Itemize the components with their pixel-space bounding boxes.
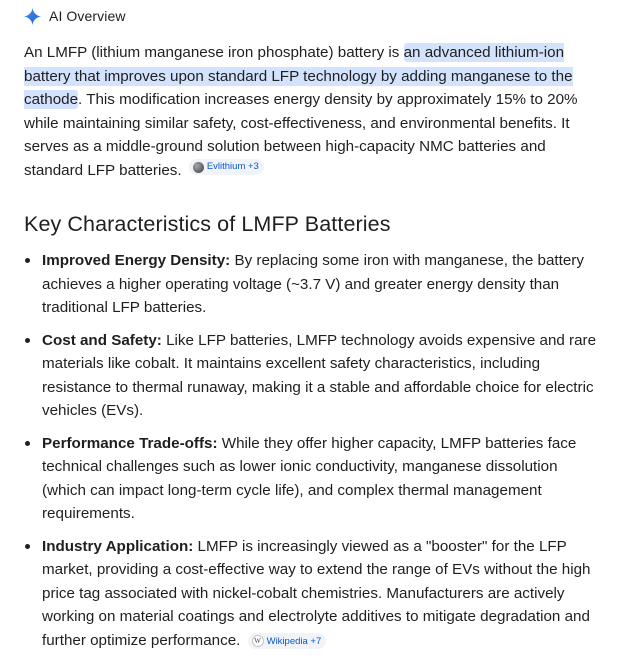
list-item — [24, 329, 604, 423]
item-text: By replacing some iron with manganese, the battery achieves a higher operating voltage (~3.7 V) and greater energy density than traditional LFP batteries. — [42, 252, 584, 316]
item-title: Cost and Safety: — [42, 331, 162, 349]
list-item — [24, 432, 604, 526]
intro-highlight[interactable]: an advanced lithium-ion battery that improves upon standard LFP technology by adding manganese to the cathode — [24, 44, 573, 108]
sparkle-icon — [24, 8, 41, 25]
item-title: Improved Energy Density: — [42, 252, 231, 269]
intro-paragraph — [24, 41, 604, 182]
item-text: While they offer higher capacity, LMFP batteries face technical challenges such as lower ionic conductivity, manganese dissolution (which can impact long-term cycle life), and complex thermal management requirements. — [42, 434, 577, 522]
source-chip-label: Evlithium +3 — [206, 161, 259, 173]
source-chip-wikipedia[interactable] — [248, 633, 327, 649]
intro-prefix: An LMFP (lithium manganese iron phosphate) battery is — [24, 44, 404, 61]
item-text: LMFP is increasingly viewed as a "booster" for the LFP market, providing a cost-effective way to extend the range of EVs without the high price tag associated with nickel-cobalt chemistries. Manufacturers are actively working on material coatings and electrolyte additives to mitigate degradation and further optimize performance. — [42, 537, 591, 649]
ai-overview-panel — [24, 0, 604, 661]
section-heading: Key Characteristics of LMFP Batteries — [24, 212, 391, 236]
wikipedia-icon: W — [252, 635, 264, 647]
item-text: Like LFP batteries, LMFP technology avoids expensive and rare materials like cobalt. It maintains excellent safety characteristics, including resistance to thermal runaway, making it a stable and affordable choice for electric vehicles (EVs). — [42, 331, 597, 419]
source-chip-label: Wikipedia +7 — [266, 635, 322, 647]
bullet-dot — [25, 338, 30, 343]
globe-icon — [193, 162, 204, 173]
bullet-dot — [25, 441, 30, 446]
list-item — [24, 249, 604, 320]
bullet-dot — [25, 544, 30, 549]
bullet-dot — [25, 258, 30, 263]
item-title: Performance Trade-offs: — [42, 434, 218, 452]
ai-overview-title: AI Overview — [49, 8, 126, 24]
list-item — [24, 535, 604, 653]
characteristics-list — [24, 249, 604, 652]
item-title: Industry Application: — [42, 537, 194, 555]
ai-overview-header — [24, 1, 604, 31]
source-chip-evlithium[interactable] — [189, 159, 264, 175]
intro-suffix: . This modification increases energy density by approximately 15% to 20% while maintaining similar safety, cost-effectiveness, and environmental benefits. It serves as a middle-ground solution between high-capacity NMC batteries and standard LFP batteries. — [24, 91, 578, 179]
